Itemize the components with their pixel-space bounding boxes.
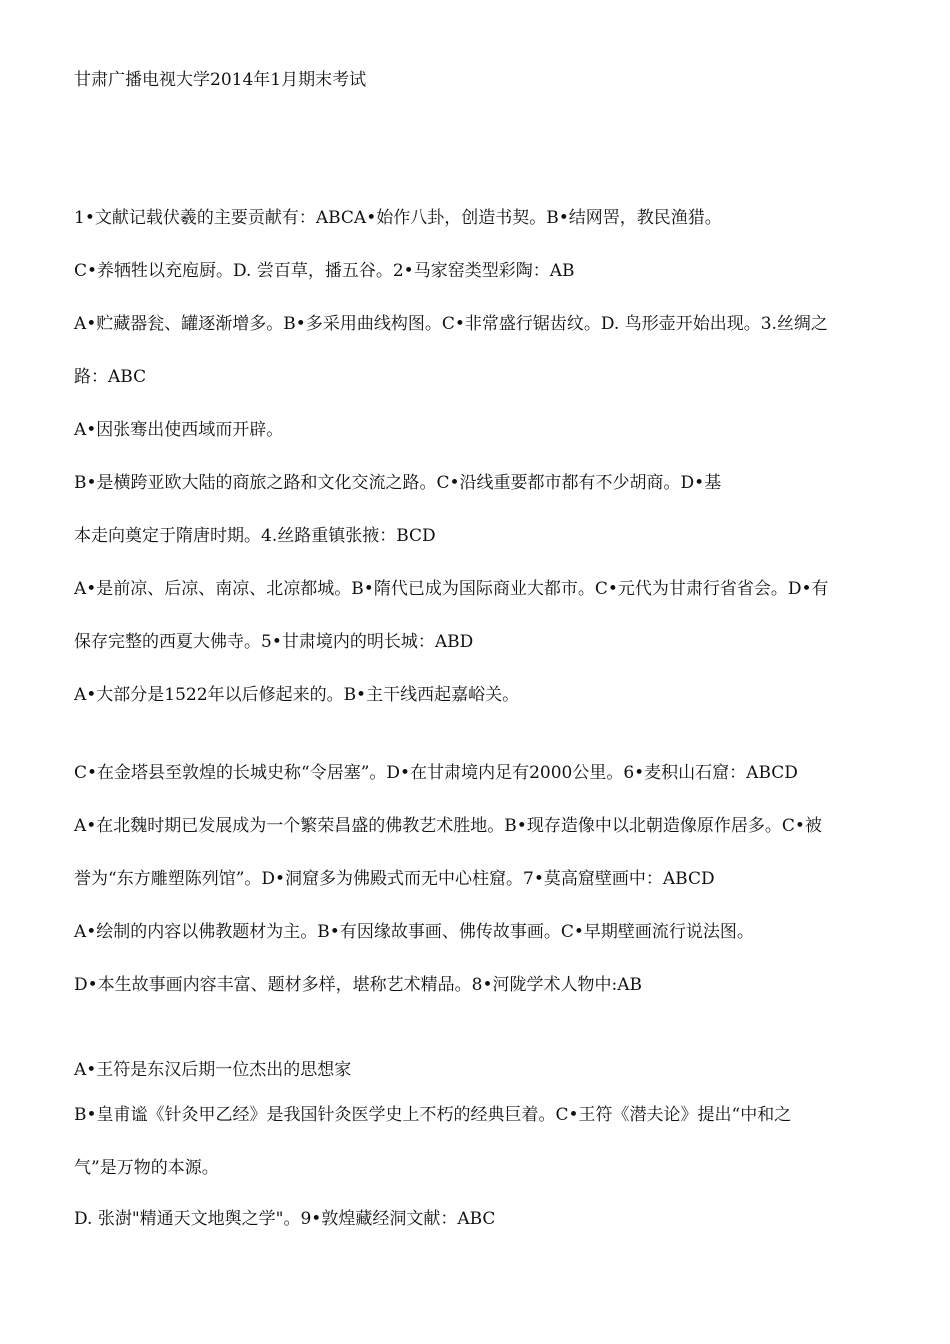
text-line: 气”是万物的本源。	[74, 1158, 219, 1178]
text-line: 路：ABC	[74, 367, 147, 387]
document-title: 甘肃广播电视大学2014年1月期末考试	[74, 70, 367, 90]
text-line: 誉为“东方雕塑陈列馆”。D•洞窟多为佛殿式而无中心柱窟。7•莫高窟壁画中：ABCD	[74, 869, 715, 889]
text-line: 保存完整的西夏大佛寺。5•甘肃境内的明长城：ABD	[74, 632, 474, 652]
text-line: C•在金塔县至敦煌的长城史称“令居塞”。D•在甘肃境内足有2000公里。6•麦积山石窟：ABCD	[74, 763, 798, 783]
text-line: D. 张澍"精通天文地舆之学"。9•敦煌藏经洞文献：ABC	[74, 1209, 496, 1229]
text-line: B•皇甫谧《针灸甲乙经》是我国针灸医学史上不朽的经典巨着。C•王符《潜夫论》提出“中和之	[74, 1105, 792, 1125]
text-line: D•本生故事画内容丰富、题材多样，堪称艺术精品。8•河陇学术人物中:AB	[74, 975, 642, 995]
text-line: 本走向奠定于隋唐时期。4.丝路重镇张掖：BCD	[74, 526, 436, 546]
text-line: A•是前凉、后凉、南凉、北凉都城。B•隋代已成为国际商业大都市。C•元代为甘肃行省省会。D•有	[74, 579, 829, 599]
text-line: A•因张骞出使西域而开辟。	[74, 420, 284, 440]
text-line: C•养牺牲以充庖厨。D. 尝百草，播五谷。2•马家窑类型彩陶：AB	[74, 261, 575, 281]
text-line: B•是横跨亚欧大陆的商旅之路和文化交流之路。C•沿线重要都市都有不少胡商。D•基	[74, 473, 722, 493]
text-line: A•王符是东汉后期一位杰出的思想家	[74, 1060, 352, 1080]
text-line: A•大部分是1522年以后修起来的。B•主干线西起嘉峪关。	[74, 685, 520, 705]
text-line: A•绘制的内容以佛教题材为主。B•有因缘故事画、佛传故事画。C•早期壁画流行说法图。	[74, 922, 754, 942]
text-line: A•贮藏器瓮、罐逐渐增多。B•多采用曲线构图。C•非常盛行锯齿纹。D. 鸟形壶开始出现。3.丝绸之	[74, 314, 828, 334]
text-line: A•在北魏时期已发展成为一个繁荣昌盛的佛教艺术胜地。B•现存造像中以北朝造像原作居多。C•被	[74, 816, 822, 836]
text-line: 1•文献记载伏羲的主要贡献有：ABCA•始作八卦，创造书契。B•结网罟，教民渔猎。	[74, 208, 722, 228]
